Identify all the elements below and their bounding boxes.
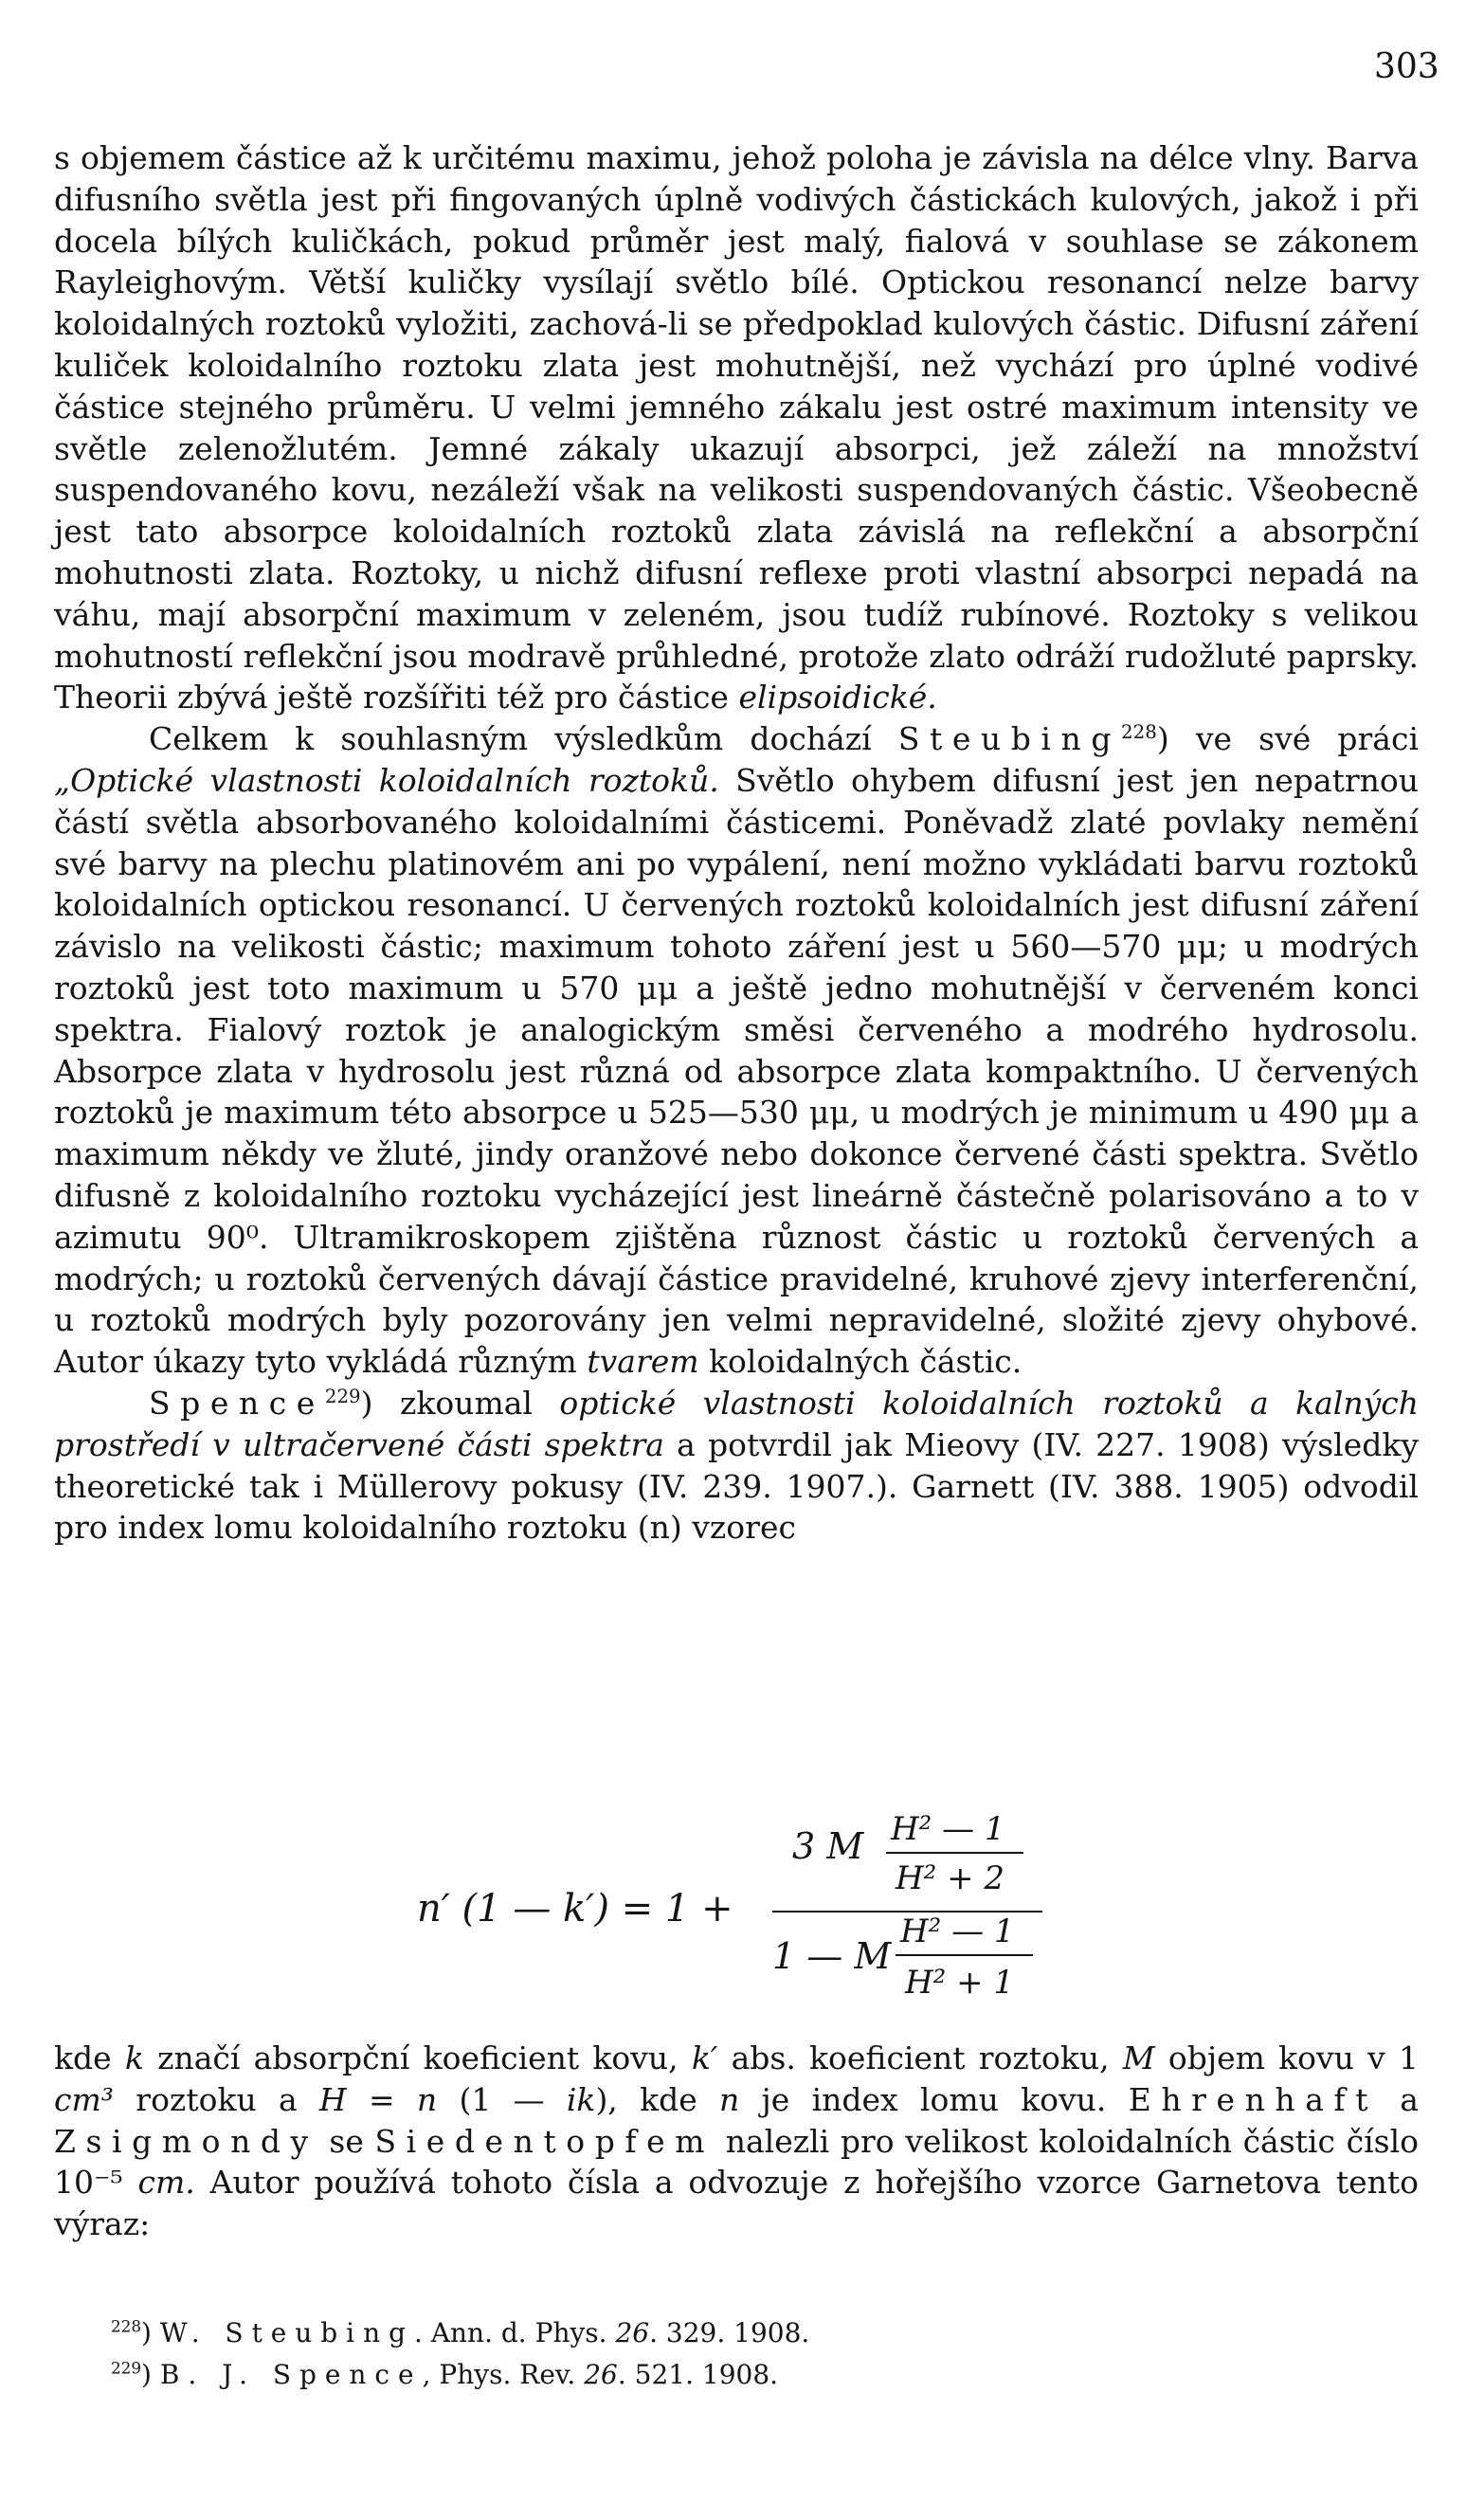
formula-inner-num-bot: H² + 2 bbox=[896, 1859, 1005, 1897]
paragraph-4 bbox=[54, 2038, 1419, 2245]
paragraph-1-text: s objemem částice až k určitému maximu, jehož poloha je závisla na délce vlny. Barva difusního světla jest při fingovaných úplně vodivých částickách kulových, jakož i při docela bílých kuličkách, pokud průměr jest malý, fialová v souhlase se zákonem Rayleighovým. Větší kuličky vysílají světlo bílé. Optickou resonancí nelze barvy koloidalných roztoků vyložiti, zachová-li se předpoklad kulových částic. Difusní záření kuliček koloidalního roztoku zlata jest mohutnější, než vychází pro úplné vodivé částice stejného průměru. U velmi jemného zákalu jest ostré maximum intensity ve světle zelenožlutém. Jemné zákaly ukazují absorpci, jež záleží na množství suspendovaného kovu, nezáleží však na velikosti suspendovaných částic. Všeobecně jest tato absorpce koloidalních roztoků zlata závislá na reflekční a absorpční mohutnosti zlata. Roztoky, u nichž difusní reflexe proti vlastní absorpci nepadá na váhu, mají absorpční maximum v zeleném, jsou tudíž rubínové. Roztoky s velikou mohutností reflekční jsou modravě průhledné, protože zlato odráží rudožluté paprsky. Theorii zbývá ještě rozšířiti též pro částice bbox=[54, 139, 1419, 716]
af-text-11: se bbox=[317, 2122, 375, 2160]
af-M-symbol: M bbox=[1122, 2040, 1155, 2076]
paragraph-3-text: a potvrdil jak Mieovy (IV. 227. 1908) výsledky theoretické tak i Müllerovy pokusy (IV. 239. 1907.). Garnett (IV. 388. 1905) odvodil pro index lomu koloidalního roztoku (n) vzorec bbox=[54, 1425, 1419, 1547]
footnote-229-number: 229 bbox=[111, 2358, 142, 2378]
af-text-8: ), kde bbox=[595, 2080, 719, 2118]
formula-lhs: n′ (1 — k′) = 1 + bbox=[417, 1887, 733, 1931]
af-text-3: abs. koeficient roztoku, bbox=[717, 2040, 1123, 2076]
after-formula-text bbox=[54, 2038, 1419, 2245]
author-spence: Spence bbox=[149, 1384, 325, 1422]
paragraph-2-tail: koloidalných částic. bbox=[698, 1343, 1023, 1381]
af-text-5: roztoku a bbox=[114, 2080, 319, 2118]
af-text-9: je index lomu kovu. bbox=[739, 2080, 1129, 2118]
formula-inner-den-bot: H² + 1 bbox=[905, 1964, 1015, 2002]
paragraph-2-pre-title: ) ve své práci bbox=[1156, 720, 1420, 758]
page-number: 303 bbox=[1374, 47, 1439, 86]
footnote-229-volume: 26 bbox=[584, 2359, 618, 2390]
paragraph-2-italic-word: tvarem bbox=[587, 1343, 699, 1381]
footnote-228-volume: 26 bbox=[615, 2317, 650, 2348]
af-k-symbol: k bbox=[124, 2040, 144, 2076]
paragraph-3-title: optické vlastnosti koloidalních roztoků a kalných prostředí v ultračervené části spektra bbox=[54, 1384, 1419, 1463]
footnote-229: $^{229}$) B. J. Spence, Phys. Rev. 26. 521. 1908. bbox=[111, 2358, 779, 2390]
af-text-2: značí absorpční koeficient kovu, bbox=[143, 2040, 692, 2076]
garnett-formula bbox=[0, 1805, 1466, 2033]
af-text-6: = bbox=[346, 2080, 417, 2118]
af-text-1: kde bbox=[54, 2040, 125, 2076]
formula-num-coef: 3 M bbox=[792, 1825, 864, 1867]
footnote-228-number: 228 bbox=[111, 2316, 142, 2336]
footnote-229-citation: , Phys. Rev. bbox=[422, 2359, 585, 2390]
paragraph-2-title: „Optické vlastnosti koloidalních roztoků. bbox=[54, 761, 719, 799]
af-n2-symbol: n bbox=[719, 2080, 740, 2118]
footnote-ref-229: 229 bbox=[324, 1385, 361, 1407]
paragraph-2-text: Světlo ohybem difusní jest jen nepatrnou částí světla absorbovaného koloidalními částicemi. Poněvadž zlaté povlaky nemění své barvy na plechu platinovém ani po vypálení, není možno vykládati barvu roztoků koloidalních optickou resonancí. U červených roztoků koloidalních jest difusní záření závislo na velikosti částic; maximum tohoto záření jest u 560—570 μμ; u modrých roztoků jest toto maximum u 570 μμ a ještě jedno mohutnější v červeném konci spektra. Fialový roztok je analogickým směsi červeného a modrého hydrosolu. Absorpce zlata v hydrosolu jest různá od absorpce zlata kompaktního. U červených roztoků je maximum této absorpce u 525—530 μμ, u modrých je minimum u 490 μμ a maximum někdy ve žluté, jindy oranžové nebo dokonce červené části spektra. Světlo difusně z koloidalního roztoku vycházející jest lineárně částečně polarisováno a to v azimutu 90⁰. Ultramikroskopem zjištěna různost částic u roztoků červených a modrých; u roztoků červených dávají částice pravidelné, kruhové zjevy interferenční, u roztoků modrých byly pozorovány jen velmi nepravidelné, složité zjevy ohybové. Autor úkazy tyto vykládá různým bbox=[54, 761, 1420, 1381]
author-steubing: Steubing bbox=[897, 720, 1122, 758]
formula-inner-den-top: H² — 1 bbox=[900, 1913, 1015, 1950]
paragraph-1-italic-tail: elipsoidické. bbox=[738, 679, 937, 716]
footnotes bbox=[111, 2312, 1343, 2396]
footnote-229-rest: . 521. 1908. bbox=[617, 2359, 779, 2390]
paragraph-3-pre-title: ) zkoumal bbox=[360, 1384, 560, 1422]
formula-inner-num-top: H² — 1 bbox=[891, 1810, 1005, 1848]
footnote-228-citation: . Ann. d. Phys. bbox=[413, 2317, 616, 2348]
author-ehrenhaft: Ehrenhaft bbox=[1128, 2080, 1379, 2118]
af-text-12: nalezli pro velikost koloidalních částic číslo 10⁻⁵ bbox=[54, 2122, 1419, 2202]
footnote-ref-228: 228 bbox=[1121, 721, 1157, 744]
af-cm2-symbol: cm. bbox=[137, 2164, 195, 2202]
paragraph-2-lead: Celkem k souhlasným výsledkům dochází bbox=[149, 720, 872, 758]
af-cm-symbol: cm³ bbox=[54, 2080, 115, 2118]
af-ik-symbol: ik bbox=[566, 2080, 596, 2118]
formula-den-lead: 1 — M bbox=[772, 1935, 892, 1977]
af-n-symbol: n bbox=[416, 2080, 438, 2118]
footnote-228-rest: . 329. 1908. bbox=[649, 2317, 810, 2348]
af-text-7: (1 — bbox=[437, 2080, 567, 2118]
author-siedentopf: Siedentopfem bbox=[374, 2122, 715, 2160]
af-text-13: Autor používá tohoto čísla a odvozuje z hořejšího vzorce Garnetova tento výraz: bbox=[54, 2164, 1419, 2243]
af-text-4: objem kovu v 1 bbox=[1154, 2040, 1420, 2076]
af-text-10: a bbox=[1378, 2080, 1419, 2118]
paragraph-3 bbox=[54, 1383, 1419, 1549]
footnote-228-author: W. Steubing bbox=[159, 2317, 414, 2348]
af-k2-symbol: k′ bbox=[691, 2040, 718, 2076]
footnote-229-author: B. J. Spence bbox=[159, 2359, 423, 2390]
footnote-228: $^{228}$) W. Steubing. Ann. d. Phys. 26. 329. 1908. bbox=[111, 2316, 810, 2348]
author-zsigmondy: Zsigmondy bbox=[54, 2122, 318, 2160]
af-H-symbol: H bbox=[318, 2080, 347, 2118]
paragraph-1 bbox=[54, 137, 1419, 718]
paragraph-2 bbox=[54, 718, 1419, 1383]
body-text bbox=[54, 137, 1419, 1549]
